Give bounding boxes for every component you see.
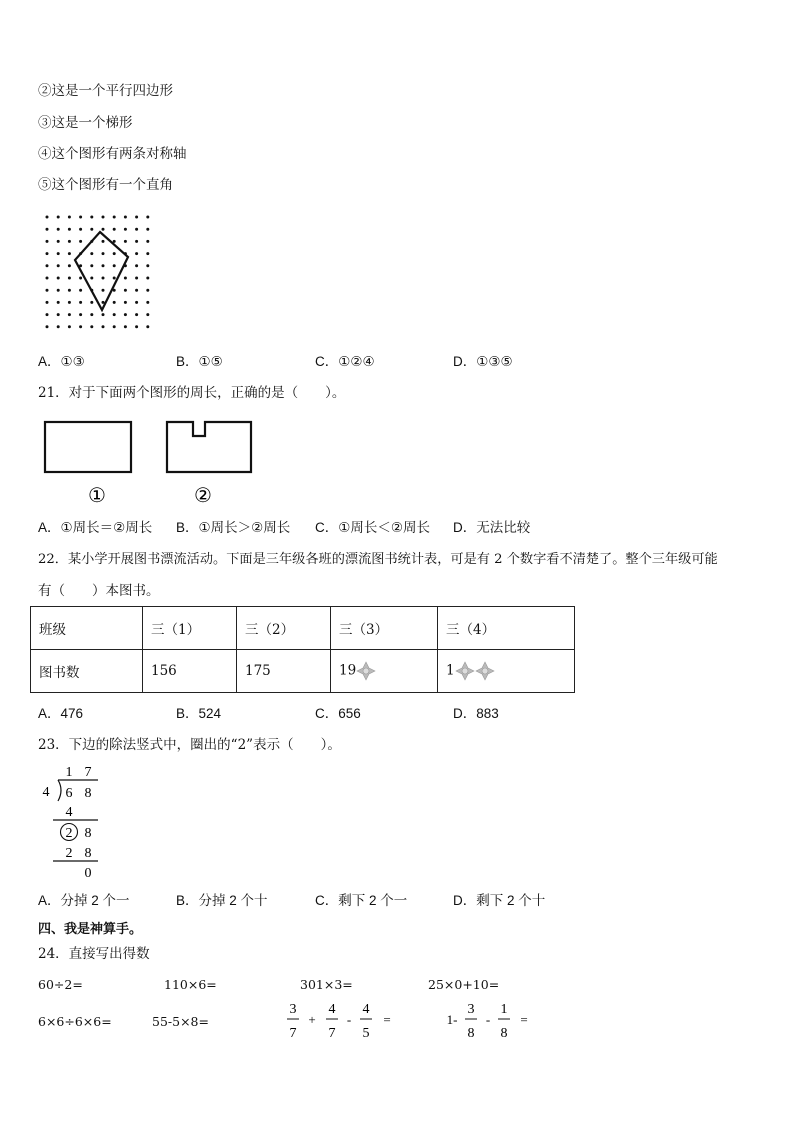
- calc-5: 6×6÷6×6=: [38, 1014, 112, 1029]
- step2-product-tens: 2: [65, 846, 73, 861]
- grid-dot: [102, 264, 105, 267]
- q20-statement-3: ③这是一个梯形: [38, 115, 133, 131]
- figure-1-label: ①: [88, 485, 106, 507]
- q23-question: 23．下边的除法竖式中，圈出的“2”表示（ ）。: [38, 737, 341, 753]
- q22-option-b[interactable]: B．524: [176, 706, 222, 721]
- smudge-icon: [356, 661, 376, 681]
- frac5-numerator: 1: [500, 1002, 508, 1017]
- frac1-denominator: 7: [289, 1026, 297, 1041]
- grid-dot: [124, 277, 127, 280]
- grid-dot: [79, 240, 82, 243]
- grid-dot: [90, 277, 93, 280]
- grid-dot: [113, 301, 116, 304]
- grid-dot: [146, 252, 149, 255]
- q20-statement-5: ⑤这个图形有一个直角: [38, 177, 173, 193]
- q20-statement-4: ④这个图形有两条对称轴: [38, 146, 187, 162]
- books-class-3-visible-digits: 19: [339, 662, 357, 679]
- grid-dot: [146, 313, 149, 316]
- grid-dot: [90, 313, 93, 316]
- grid-dot: [135, 228, 138, 231]
- calc-2: 110×6=: [164, 977, 217, 992]
- grid-dot: [46, 289, 49, 292]
- divisor: 4: [42, 785, 50, 800]
- table-row: [31, 650, 575, 693]
- grid-dot: [146, 216, 149, 219]
- grid-dot: [90, 252, 93, 255]
- grid-dot: [90, 264, 93, 267]
- grid-dot: [46, 228, 49, 231]
- kite-shape: [75, 232, 128, 310]
- q22-option-d[interactable]: D．883: [453, 706, 499, 721]
- q21-option-b[interactable]: B．①周长＞②周长: [176, 520, 291, 535]
- grid-dot: [146, 325, 149, 328]
- division-bracket: [58, 780, 61, 801]
- q22-option-a[interactable]: A．476: [38, 706, 84, 721]
- q20-option-c[interactable]: C．①②④: [315, 354, 375, 369]
- figure-2-label: ②: [194, 485, 212, 507]
- grid-dot: [124, 325, 127, 328]
- frac2-numerator: 4: [328, 1002, 336, 1017]
- dividend-tens: 6: [65, 786, 73, 801]
- grid-dot: [146, 264, 149, 267]
- grid-dot: [46, 216, 49, 219]
- smudge-icon: [475, 661, 495, 681]
- grid-dot: [102, 325, 105, 328]
- grid-dot: [46, 313, 49, 316]
- grid-dot: [57, 325, 60, 328]
- grid-dot: [57, 228, 60, 231]
- leading-one-minus: 1-: [446, 1012, 458, 1027]
- grid-dot: [57, 264, 60, 267]
- calc-6: 55-5×8=: [152, 1014, 209, 1029]
- grid-dot: [68, 325, 71, 328]
- grid-dot: [146, 289, 149, 292]
- grid-dot: [68, 240, 71, 243]
- books-class-4-visible-digits: 1: [446, 662, 455, 679]
- grid-dot: [90, 301, 93, 304]
- equals-sign: =: [383, 1012, 391, 1027]
- grid-dot: [46, 264, 49, 267]
- quotient-digit-tens: 1: [65, 765, 73, 780]
- grid-dot: [90, 325, 93, 328]
- frac3-denominator: 5: [362, 1026, 370, 1041]
- grid-dot: [135, 264, 138, 267]
- section-4-title: 四、我是神算手。: [38, 922, 143, 937]
- grid-dot: [113, 313, 116, 316]
- grid-dot: [146, 240, 149, 243]
- q20-statement-2: ②这是一个平行四边形: [38, 83, 173, 99]
- grid-dot: [57, 216, 60, 219]
- grid-dot: [46, 252, 49, 255]
- header-class-4: 三（4）: [438, 607, 575, 650]
- grid-dot: [57, 240, 60, 243]
- grid-dot: [102, 216, 105, 219]
- header-class-1: 三（1）: [143, 607, 237, 650]
- figure-2-notched-rectangle: [167, 422, 251, 472]
- calc-1: 60÷2=: [38, 977, 83, 992]
- grid-dot: [68, 289, 71, 292]
- grid-dot: [68, 264, 71, 267]
- grid-dot: [113, 277, 116, 280]
- frac1-numerator: 3: [289, 1002, 297, 1017]
- fraction-expression-2: [440, 996, 540, 1044]
- op-plus: +: [308, 1012, 316, 1027]
- header-class: 班级: [31, 607, 143, 650]
- grid-dot: [46, 325, 49, 328]
- final-remainder: 0: [84, 866, 92, 881]
- grid-dot: [124, 289, 127, 292]
- q24-title: 24．直接写出得数: [38, 946, 150, 962]
- grid-dot: [79, 325, 82, 328]
- frac3-numerator: 4: [362, 1002, 370, 1017]
- grid-dot: [113, 264, 116, 267]
- smudge-icon: [455, 661, 475, 681]
- grid-dot: [135, 277, 138, 280]
- grid-dot: [135, 325, 138, 328]
- grid-dot: [135, 216, 138, 219]
- grid-dot: [135, 301, 138, 304]
- op-minus-2: -: [485, 1012, 491, 1027]
- figure-1-rectangle: [45, 422, 131, 472]
- header-class-3: 三（3）: [331, 607, 438, 650]
- row-label-books: 图书数: [31, 650, 143, 693]
- grid-dot: [46, 301, 49, 304]
- grid-dot: [46, 240, 49, 243]
- grid-dot: [46, 277, 49, 280]
- q21-option-d[interactable]: D．无法比较: [453, 520, 531, 535]
- grid-dot: [135, 289, 138, 292]
- grid-dot: [124, 301, 127, 304]
- circled-remainder-digit: 2: [65, 826, 73, 841]
- op-minus: -: [346, 1012, 352, 1027]
- grid-dot: [68, 277, 71, 280]
- grid-dot: [102, 313, 105, 316]
- grid-dot: [57, 313, 60, 316]
- frac4-denominator: 8: [467, 1026, 475, 1041]
- books-class-1: 156: [143, 650, 237, 693]
- q21-question: 21．对于下面两个图形的周长，正确的是（ ）。: [38, 385, 346, 401]
- grid-dot: [79, 216, 82, 219]
- grid-dot: [113, 228, 116, 231]
- q20-option-b[interactable]: B．①⑤: [176, 354, 223, 369]
- q23-option-d[interactable]: D．剩下 2 个十: [453, 893, 546, 908]
- grid-dot: [124, 313, 127, 316]
- grid-dot: [124, 240, 127, 243]
- grid-dot: [135, 313, 138, 316]
- grid-dot: [102, 228, 105, 231]
- books-class-3: [331, 650, 438, 693]
- fraction-expression-1: [282, 996, 402, 1044]
- q20-dot-grid-figure: [40, 210, 160, 335]
- q23-option-c[interactable]: C．剩下 2 个一: [315, 893, 408, 908]
- long-division: [36, 760, 116, 885]
- grid-dot: [68, 216, 71, 219]
- quotient-digit-ones: 7: [84, 765, 92, 780]
- grid-dot: [68, 252, 71, 255]
- q23-option-a[interactable]: A．分掉 2 个一: [38, 893, 130, 908]
- table-header-row: [31, 607, 575, 650]
- grid-dot: [146, 301, 149, 304]
- frac2-denominator: 7: [328, 1026, 336, 1041]
- grid-dot: [57, 277, 60, 280]
- q21-option-a[interactable]: A．①周长＝②周长: [38, 520, 153, 535]
- grid-dot: [90, 216, 93, 219]
- grid-dot: [68, 301, 71, 304]
- q20-option-a[interactable]: A．①③: [38, 354, 85, 369]
- grid-dot: [79, 228, 82, 231]
- grid-dot: [68, 313, 71, 316]
- grid-dot: [113, 325, 116, 328]
- dot-grid: [46, 216, 150, 329]
- grid-dot: [57, 301, 60, 304]
- q23-option-b[interactable]: B．分掉 2 个十: [176, 893, 268, 908]
- grid-dot: [79, 313, 82, 316]
- grid-dot: [146, 228, 149, 231]
- q22-question-line1: 22．某小学开展图书漂流活动。下面是三年级各班的漂流图书统计表，可是有 2 个数字看不清楚了。整个三年级可能: [38, 552, 718, 567]
- grid-dot: [79, 277, 82, 280]
- books-class-4: [438, 650, 575, 693]
- grid-dot: [102, 289, 105, 292]
- grid-dot: [102, 240, 105, 243]
- step1-product: 4: [65, 805, 73, 820]
- grid-dot: [79, 301, 82, 304]
- q20-option-d[interactable]: D．①③⑤: [453, 354, 513, 369]
- equals-sign-2: =: [520, 1012, 528, 1027]
- grid-dot: [57, 289, 60, 292]
- brought-down-digit: 8: [84, 826, 92, 841]
- frac4-numerator: 3: [467, 1002, 475, 1017]
- q22-option-c[interactable]: C．656: [315, 706, 361, 721]
- q21-figures: [40, 418, 260, 510]
- books-class-2: 175: [237, 650, 331, 693]
- header-class-2: 三（2）: [237, 607, 331, 650]
- frac5-denominator: 8: [500, 1026, 508, 1041]
- grid-dot: [135, 240, 138, 243]
- grid-dot: [113, 252, 116, 255]
- grid-dot: [79, 289, 82, 292]
- grid-dot: [135, 252, 138, 255]
- grid-dot: [102, 277, 105, 280]
- grid-dot: [102, 252, 105, 255]
- grid-dot: [124, 216, 127, 219]
- grid-dot: [57, 252, 60, 255]
- grid-dot: [113, 216, 116, 219]
- calc-3: 301×3=: [300, 977, 353, 992]
- books-table: [30, 606, 575, 693]
- q22-question-line2: 有（ ）本图书。: [38, 583, 160, 599]
- q21-option-c[interactable]: C．①周长＜②周长: [315, 520, 430, 535]
- grid-dot: [124, 228, 127, 231]
- calc-4: 25×0+10=: [428, 977, 500, 992]
- dividend-ones: 8: [84, 786, 92, 801]
- grid-dot: [68, 228, 71, 231]
- step2-product-ones: 8: [84, 846, 92, 861]
- grid-dot: [90, 228, 93, 231]
- grid-dot: [146, 277, 149, 280]
